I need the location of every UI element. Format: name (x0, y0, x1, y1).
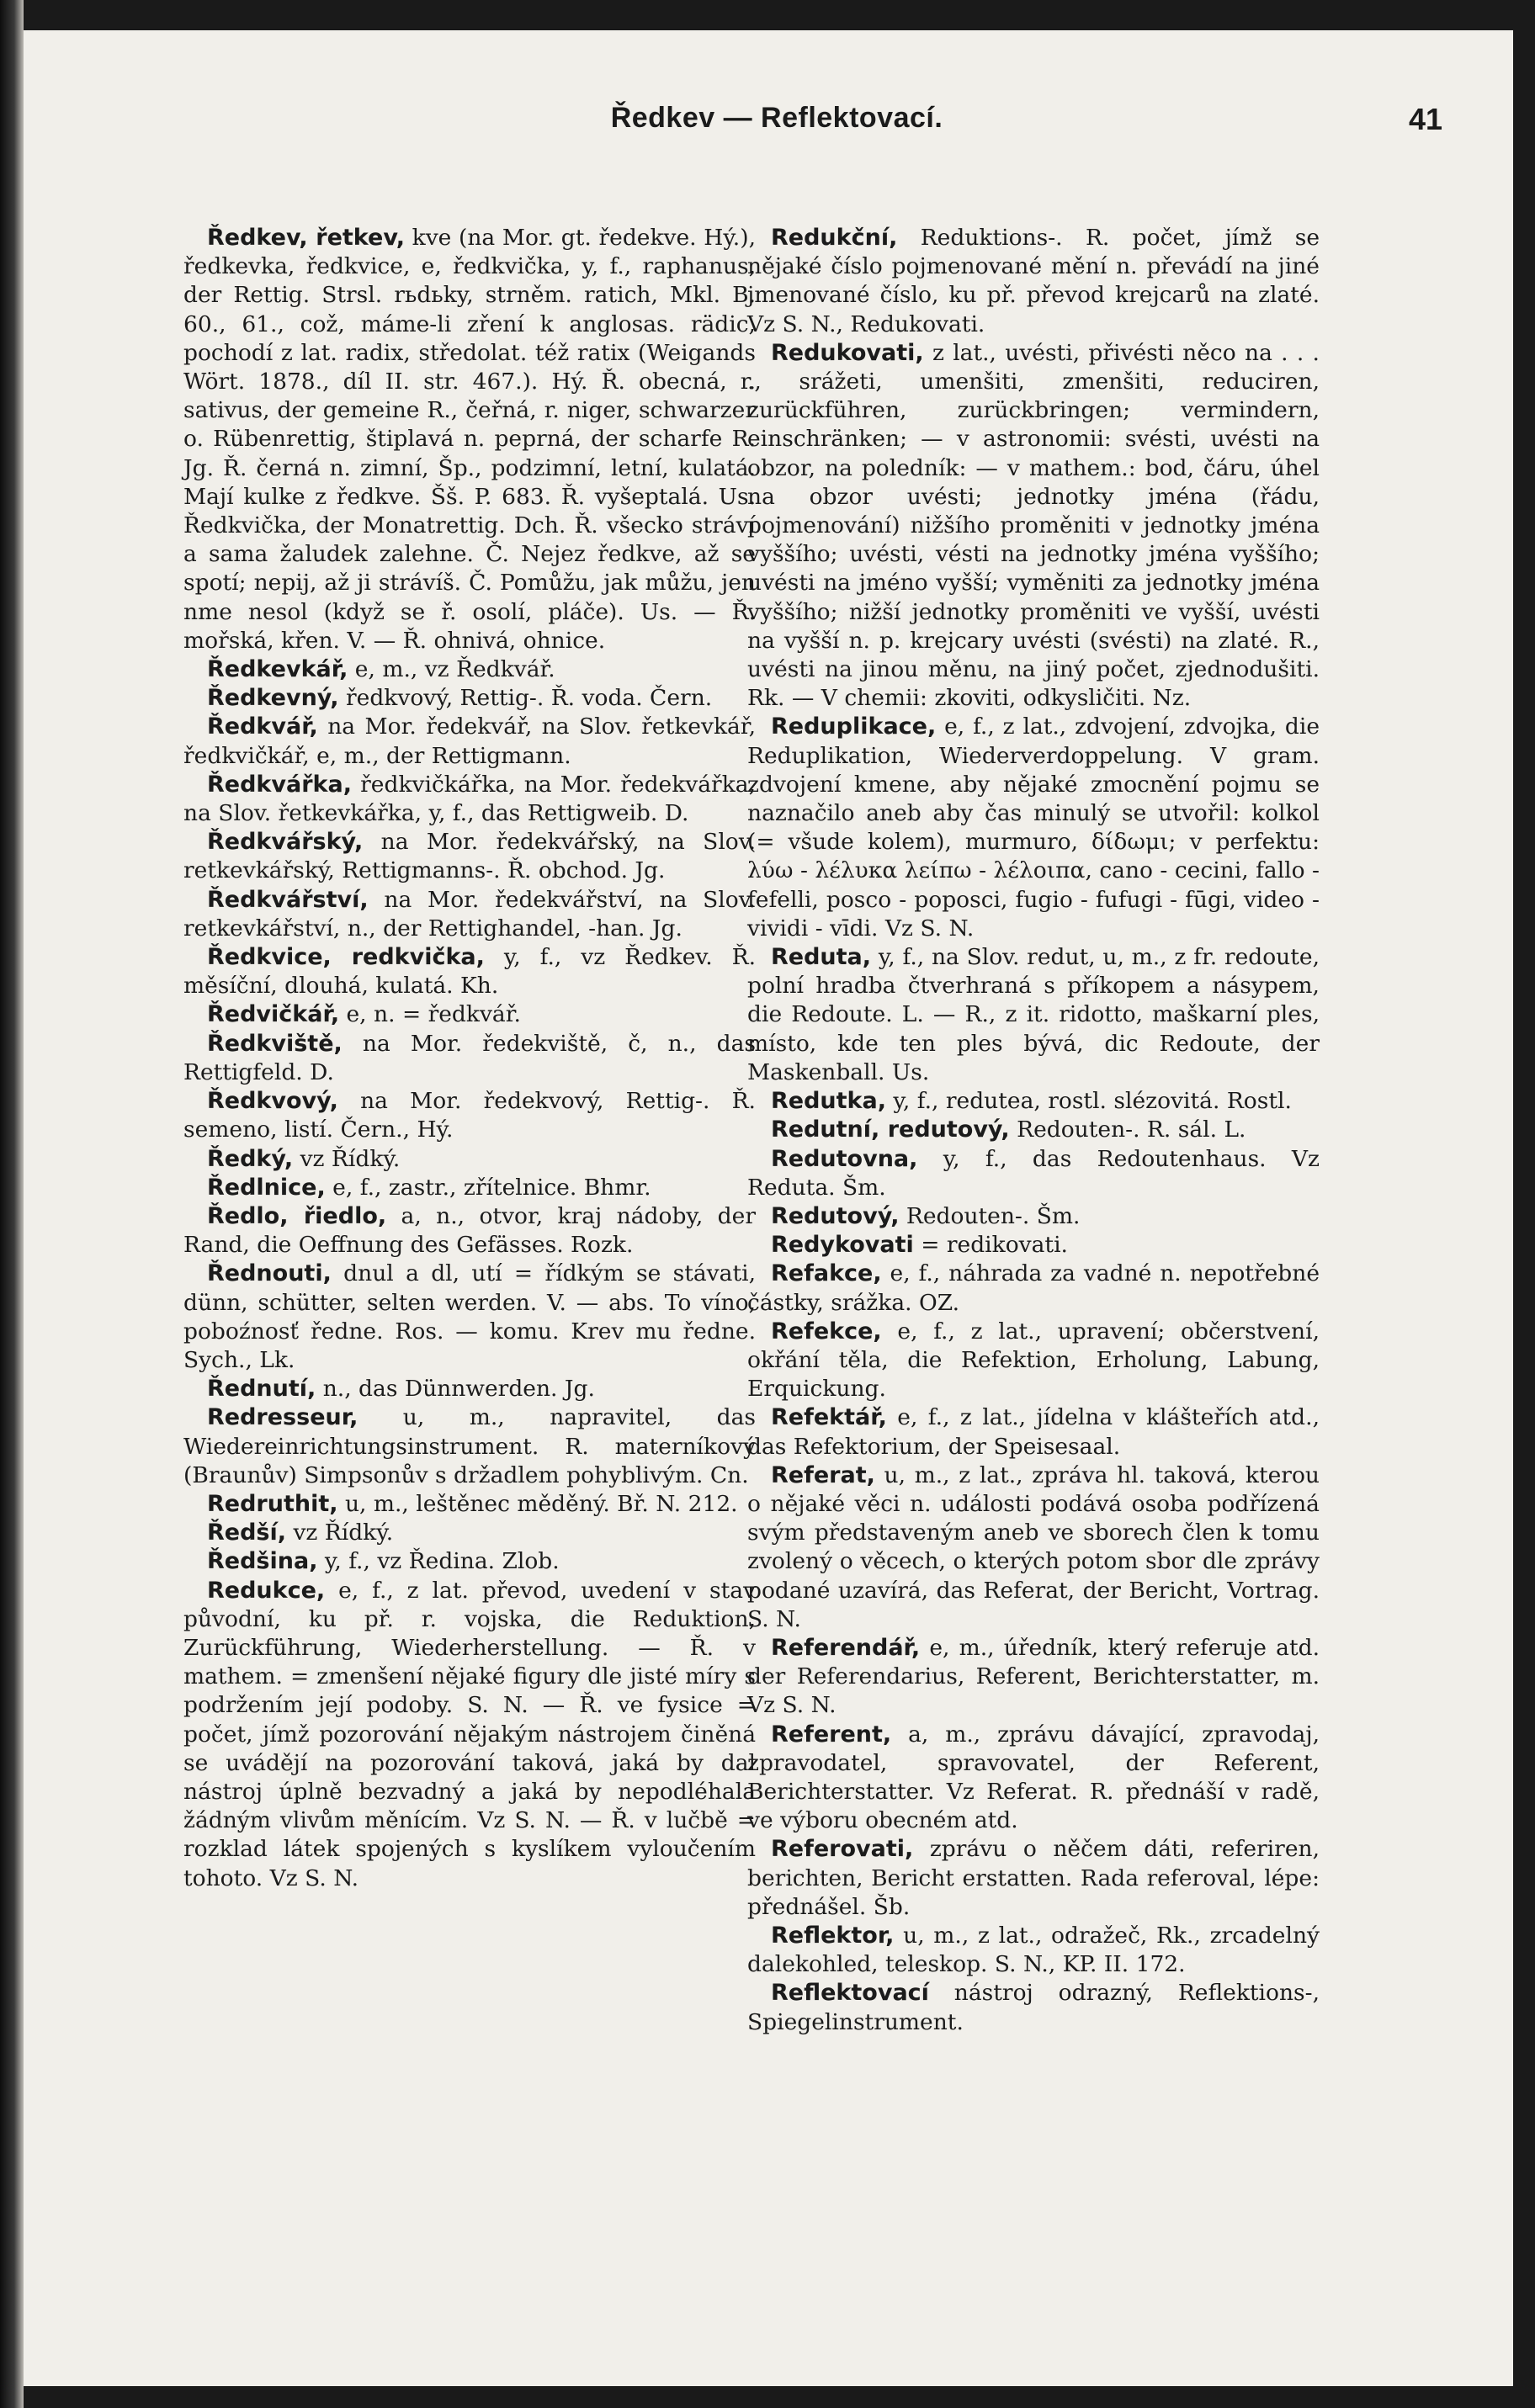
dictionary-entry (183, 1490, 756, 1519)
entry-definition: ředkvový, Rettig-. Ř. voda. Čern. (338, 685, 713, 712)
entry-definition: y, f., das Redoutenhaus. Vz Reduta. Šm. (747, 1145, 1320, 1201)
entry-definition: na Mor. ředekvář, na Slov. řetkevkář, ředkvičkář, e, m., der Rettigmann. (183, 713, 756, 769)
dictionary-entry (747, 1231, 1320, 1260)
entry-headword: Ředlnice, (207, 1174, 326, 1201)
left-column (183, 224, 756, 1893)
entry-definition: kve (na Mor. gt. ředekve. Hý.), ředkevka, ředkvice, e, ředkvička, y, f., raphanus, der Rettig. Strsl. rьdьky, strněm. ratich, Mkl. B. 60., 61., což, máme-li zření k anglosas. rädic, pochodí z lat. radix, středolat. též ratix (Weigands Wört. 1878., díl II. str. 467.). Hý. Ř. obecná, r. sativus, der gemeine R., čeřná, r. niger, schwarzer o. Rübenrettig, štiplavá n. peprná, der scharfe R. Jg. Ř. černá n. zimní, Šp., podzimní, letní, kulatá. Mají kulke z ředkve. Šš. P. 683. Ř. vyšeptalá. Us. Ředkvička, der Monatrettig. Dch. Ř. všecko stráví a sama žaludek zalehne. Č. Nejez ředkve, až se spotí; nepij, až ji strávíš. Č. Pomůžu, jak můžu, jen nme nesol (když se ř. osolí, pláče). Us. — Ř. mořská, křen. V. — Ř. ohnivá, ohnice. (183, 225, 756, 654)
entry-definition: na Mor. ředekvový, Rettig-. Ř. semeno, listí. Čern., Hý. (183, 1088, 756, 1143)
entry-definition: y, f., redutea, rostl. slézovitá. Rostl. (886, 1088, 1292, 1115)
entry-definition: y, f., vz Ředina. Zlob. (317, 1548, 560, 1575)
running-head: Ředkev — Reflektovací. (610, 102, 943, 134)
entry-definition: y, f., na Slov. redut, u, m., z fr. redoute, polní hradba čtverhraná s příkopem a násypem, die Redoute. L. — R., z it. ridotto, maškarní ples, místo, kde ten ples bývá, dic Redoute, der Maskenball. Us. (747, 944, 1320, 1085)
dictionary-entry (183, 886, 756, 943)
entry-definition: e, f., náhrada za vadné n. nepotřebné částky, srážka. OZ. (747, 1260, 1320, 1316)
dictionary-entry (183, 224, 756, 655)
dictionary-entry (183, 1403, 756, 1490)
dictionary-entry (183, 1000, 756, 1029)
entry-headword: Redukovati, (771, 339, 924, 366)
entry-headword: Redykovati (771, 1232, 914, 1259)
entry-definition: vz Řídký. (293, 1145, 401, 1172)
dictionary-entry (183, 1174, 756, 1202)
entry-definition: u, m., napravitel, das Wiedereinrichtungsinstrument. R. materníkový (Braunův) Simpsonův s držadlem pohyblivým. Cn. (183, 1404, 756, 1488)
entry-headword: Redukce, (207, 1577, 326, 1604)
entry-definition: z lat., uvésti, přivésti něco na . . . ., srážeti, umenšiti, zmenšiti, reduciren, zurückführen, zurückbringen; vermindern, einschränken; — v astronomii: svésti, uvésti na obzor, na poledník: — v mathem.: bod, čáru, úhel na obzor uvésti; jednotky jména (řádu, pojmenování) nižšího proměniti v jednotky jména vyššího; uvésti, vésti na jednotky jména vyššího; uvésti na jméno vyšší; vyměniti za jednotky jména vyššího; nižší jednotky proměniti ve vyšší, uvésti na vyšší n. p. krejcary uvésti (svésti) na zlaté. R., uvésti na jinou měnu, na jiný počet, zjednodušiti. Rk. — V chemii: zkoviti, odkysličiti. Nz. (747, 339, 1320, 712)
dictionary-entry (747, 339, 1320, 713)
entry-definition: Redouten-. Šm. (899, 1202, 1081, 1229)
entry-definition: na Mor. ředekvářský, na Slov. retkevkářský, Rettigmanns-. Ř. obchod. Jg. (183, 829, 756, 884)
entry-headword: Ředkev, řetkev, (207, 225, 405, 251)
entry-definition: a, n., otvor, kraj nádoby, der Rand, die Oeffnung des Gefässes. Rozk. (183, 1202, 756, 1259)
entry-definition: y, f., vz Ředkev. Ř. měsíční, dlouhá, kulatá. Kh. (183, 944, 756, 1000)
dictionary-entry (183, 1202, 756, 1260)
dictionary-entry (747, 1202, 1320, 1231)
entry-definition: e, f., z lat. převod, uvedení v stav původní, ku př. r. vojska, die Reduktion, Zurückführung, Wiederherstellung. — Ř. v mathem. = zmenšení nějaké figury dle jisté míry s podržením její podoby. S. N. — Ř. ve fysice = počet, jímž pozorování nějakým nástrojem činěná se uvádějí na pozorování taková, jaká by dal nástroj úplně bezvadný a jaká by nepodléhala žádným vlivům měnícím. Vz S. N. — Ř. v lučbě = rozklad látek spojených s kyslíkem vyloučením tohoto. Vz S. N. (183, 1577, 756, 1891)
entry-headword: Ředšina, (207, 1548, 318, 1575)
entry-headword: Reflektor, (771, 1922, 895, 1949)
entry-headword: Reduta, (771, 944, 872, 971)
entry-headword: Ředkvice, redkvička, (207, 944, 485, 971)
entry-headword: Reduplikace, (771, 713, 937, 740)
dictionary-entry (747, 224, 1320, 339)
page-header (91, 102, 1463, 152)
entry-headword: Referat, (771, 1461, 875, 1488)
entry-definition: e, n. = ředkvář. (339, 1001, 521, 1028)
entry-definition: Redouten-. R. sál. L. (1009, 1116, 1246, 1143)
dictionary-entry (747, 1979, 1320, 2036)
entry-headword: Referovati, (771, 1836, 914, 1863)
entry-definition: na Mor. ředekviště, č, n., das Rettigfeld. D. (183, 1030, 756, 1085)
entry-headword: Refekce, (771, 1318, 882, 1345)
entry-definition: vz Řídký. (286, 1520, 394, 1546)
dictionary-entry (747, 1260, 1320, 1317)
entry-headword: Reflektovací (771, 1980, 929, 2007)
dictionary-entry (747, 1461, 1320, 1634)
dictionary-entry (183, 771, 756, 828)
entry-definition: e, m., úředník, který referuje atd. der Referendarius, Referent, Berichterstatter, m. Vz S. N. (747, 1634, 1320, 1719)
entry-headword: Ředší, (207, 1520, 287, 1546)
dictionary-entry (183, 1375, 756, 1403)
entry-headword: Ředkvový, (207, 1088, 338, 1115)
entry-definition: u, m., leštěnec měděný. Bř. N. 212. (337, 1490, 738, 1517)
dictionary-entry (183, 1547, 756, 1576)
entry-headword: Řednutí, (207, 1376, 316, 1403)
right-column (747, 224, 1320, 2037)
entry-definition: dnul a dl, utí = řídkým se stávati, dünn, schütter, selten werden. V. — abs. To víno, poboźnosť ředne. Ros. — komu. Krev mu ředne. Sych., Lk. (183, 1260, 756, 1373)
dictionary-entry (183, 1030, 756, 1087)
entry-headword: Řednouti, (207, 1260, 332, 1287)
dictionary-entry (747, 1403, 1320, 1461)
entry-headword: Redresseur, (207, 1404, 359, 1431)
entry-headword: Ředkevkář, (207, 656, 348, 683)
dictionary-entry (183, 1087, 756, 1144)
dictionary-entry (747, 1318, 1320, 1404)
entry-headword: Ředkvářství, (207, 886, 369, 913)
entry-headword: Referendář, (771, 1634, 921, 1661)
entry-definition: ředkvičkářka, na Mor. ředekvářka, na Slov. řetkevkářka, y, f., das Rettigweib. D. (183, 771, 756, 827)
entry-definition: n., das Dünnwerden. Jg. (316, 1376, 595, 1403)
entry-definition: na Mor. ředekvářství, na Slov. retkevkářství, n., der Rettighandel, -han. Jg. (183, 886, 756, 941)
entry-definition: u, m., z lat., zpráva hl. taková, kterou o nějaké věci n. události podává osoba podřízená svým představeným aneb ve sborech člen k tomu zvolený o věcech, o kterých potom sbor dle zprávy podané uzavírá, das Referat, der Bericht, Vortrag. S. N. (747, 1461, 1320, 1632)
dictionary-entry (183, 684, 756, 713)
entry-headword: Refakce, (771, 1260, 882, 1287)
dictionary-page (24, 30, 1513, 2386)
dictionary-entry (183, 655, 756, 684)
entry-headword: Ředký, (207, 1145, 294, 1172)
entry-headword: Ředkvář, (207, 713, 318, 740)
entry-definition: e, f., zastr., zřítelnice. Bhmr. (325, 1174, 651, 1201)
entry-headword: Ředlo, řiedlo, (207, 1202, 387, 1229)
entry-definition: e, f., z lat., jídelna v klášteřích atd., das Refektorium, der Speisesaal. (747, 1404, 1320, 1460)
dictionary-entry (747, 1835, 1320, 1922)
entry-headword: Ředkvářka, (207, 771, 352, 798)
entry-headword: Redruthit, (207, 1490, 338, 1517)
dictionary-entry (183, 1145, 756, 1174)
dictionary-entry (747, 1634, 1320, 1721)
entry-headword: Redutka, (771, 1088, 886, 1115)
entry-headword: Redutní, redutový, (771, 1116, 1010, 1143)
entry-definition: = redikovati. (913, 1232, 1068, 1259)
entry-headword: Redutový, (771, 1202, 900, 1229)
entry-headword: Refektář, (771, 1404, 887, 1431)
dictionary-entry (183, 1577, 756, 1893)
page-number: 41 (1408, 102, 1442, 136)
entry-headword: Ředkvářský, (207, 829, 364, 856)
dictionary-entry (747, 1116, 1320, 1144)
entry-definition: a, m., zprávu dávající, zpravodaj, zpravodatel, spravovatel, der Referent, Berichterstatter. Vz Referat. R. přednáší v radě, ve výboru obecném atd. (747, 1721, 1320, 1834)
dictionary-entry (747, 1922, 1320, 1979)
dictionary-entry (183, 1519, 756, 1547)
entry-definition: e, m., vz Ředkvář. (348, 656, 555, 683)
entry-headword: Redukční, (771, 225, 898, 251)
dictionary-entry (747, 943, 1320, 1087)
dictionary-entry (747, 1145, 1320, 1202)
dictionary-entry (183, 713, 756, 770)
entry-definition: Reduktions-. R. počet, jímž se nějaké číslo pojmenované mění n. převádí na jiné jmenované číslo, ku př. převod krejcarů na zlaté. Vz S. N., Redukovati. (747, 225, 1320, 337)
entry-definition: e, f., z lat., zdvojení, zdvojka, die Reduplikation, Wiederverdoppelung. V gram. zdvojení kmene, aby nějaké zmocnění pojmu se naznačilo aneb aby čas minulý se utvořil: kolkol (= všude kolem), murmuro, δίδωμι; v perfektu: λύω - λέλυκα λείπω - λέλοιπα, cano - cecini, fallo - fefelli, posco - poposci, fugio - fufugi - fūgi, video - vividi - vīdi. Vz S. N. (747, 713, 1320, 941)
dictionary-entry (747, 1087, 1320, 1116)
dictionary-entry (747, 1721, 1320, 1836)
entry-definition: u, m., z lat., odražeč, Rk., zrcadelný dalekohled, teleskop. S. N., KP. II. 172. (747, 1922, 1320, 1978)
entry-definition: zprávu o něčem dáti, referiren, berichten, Bericht erstatten. Rada referoval, lépe: přednášel. Šb. (747, 1836, 1320, 1920)
entry-definition: e, f., z lat., upravení; občerstvení, okřání těla, die Refektion, Erholung, Labung, Erquickung. (747, 1318, 1320, 1403)
entry-headword: Ředvičkář, (207, 1001, 340, 1028)
entry-headword: Redutovna, (771, 1145, 918, 1172)
entry-headword: Ředkevný, (207, 685, 339, 712)
entry-definition: nástroj odrazný, Reflektions-, Spiegelinstrument. (747, 1980, 1320, 2035)
dictionary-entry (183, 1260, 756, 1375)
dictionary-entry (747, 713, 1320, 943)
entry-headword: Ředkviště, (207, 1030, 343, 1057)
entry-headword: Referent, (771, 1721, 892, 1748)
page-edge-shadow (0, 0, 24, 2408)
dictionary-entry (183, 943, 756, 1000)
dictionary-entry (183, 828, 756, 885)
